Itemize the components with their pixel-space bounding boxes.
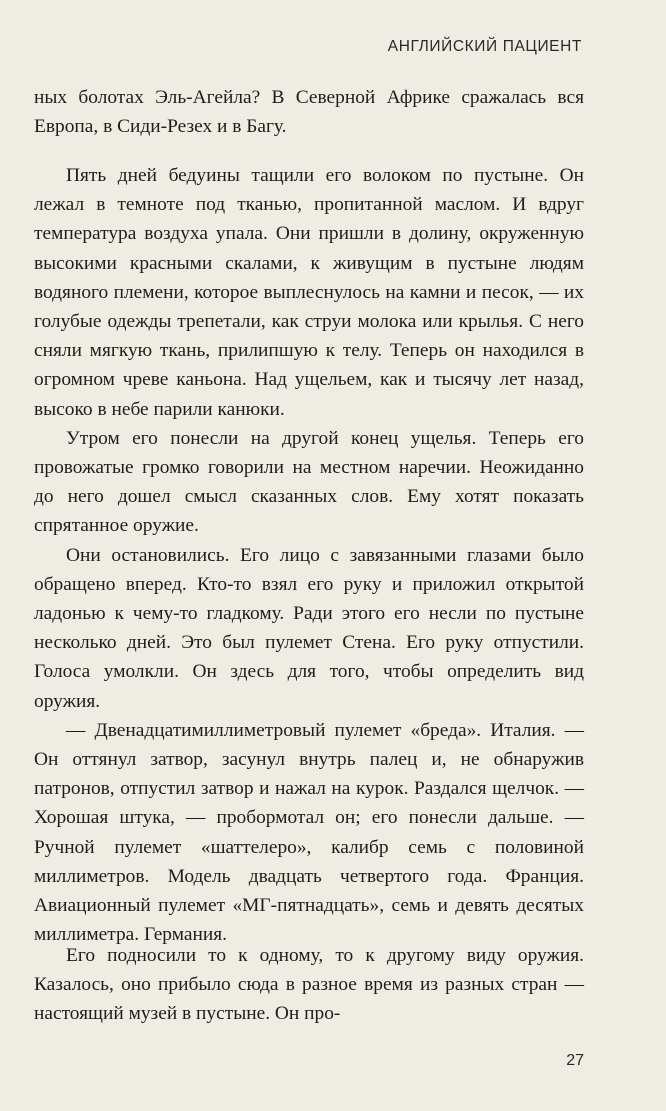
text-section-3 <box>34 941 584 1029</box>
text-section-1 <box>34 83 584 141</box>
paragraph: Его подносили то к одному, то к другому виду оружия. Казалось, оно прибыло сюда в разное время из разных стран — настоящий музей в пустыне. Он про- <box>34 945 584 1025</box>
paragraph: — Двенадцатимиллиметровый пулемет «бреда». Италия. — Он оттянул затвор, засунул внутрь палец и, не обнаружив патронов, отпустил затвор и нажал на курок. Раздался щелчок. — Хорошая штука, — пробормотал он; его понесли дальше. — Ручной пулемет «шаттелеро», калибр семь с половиной миллиметров. Модель двадцать четвертого года. Франция. Авиационный пулемет «МГ-пятнадцать», семь и девять десятых миллиметра. Германия. <box>34 719 584 946</box>
paragraph: Они остановились. Его лицо с завязанными глазами было обращено вперед. Кто-то взял его руку и приложил открытой ладонью к чему-то гладкому. Ради этого его несли по пустыне несколько дней. Это был пулемет Стена. Его руку отпустили. Голоса умолкли. Он здесь для того, чтобы определить вид оружия. <box>34 544 584 712</box>
paragraph: Пять дней бедуины тащили его волоком по пустыне. Он лежал в темноте под тканью, пропитанной маслом. И вдруг температура воздуха упала. Они пришли в долину, окруженную высокими красными скалами, к живущим в пустыне людям водяного племени, которое выплеснулось на камни и песок, — их голубые одежды трепетали, как струи молока или крылья. С него сняли мягкую ткань, прилипшую к телу. Теперь он находился в огромном чреве каньона. Над ущельем, как и тысячу лет назад, высоко в небе парили канюки. <box>34 165 584 420</box>
paragraph: ных болотах Эль-Агейла? В Северной Африке сражалась вся Европа, в Сиди-Резех и в Багу. <box>34 87 584 138</box>
running-header: АНГЛИЙСКИЙ ПАЦИЕНТ <box>387 38 582 55</box>
paragraph: Утром его понесли на другой конец ущелья. Теперь его провожатые громко говорили на местном наречии. Неожиданно до него дошел смысл сказанных слов. Ему хотят показать спрятанное оружие. <box>34 427 584 537</box>
text-section-2 <box>34 161 584 949</box>
page-number: 27 <box>566 1052 584 1069</box>
